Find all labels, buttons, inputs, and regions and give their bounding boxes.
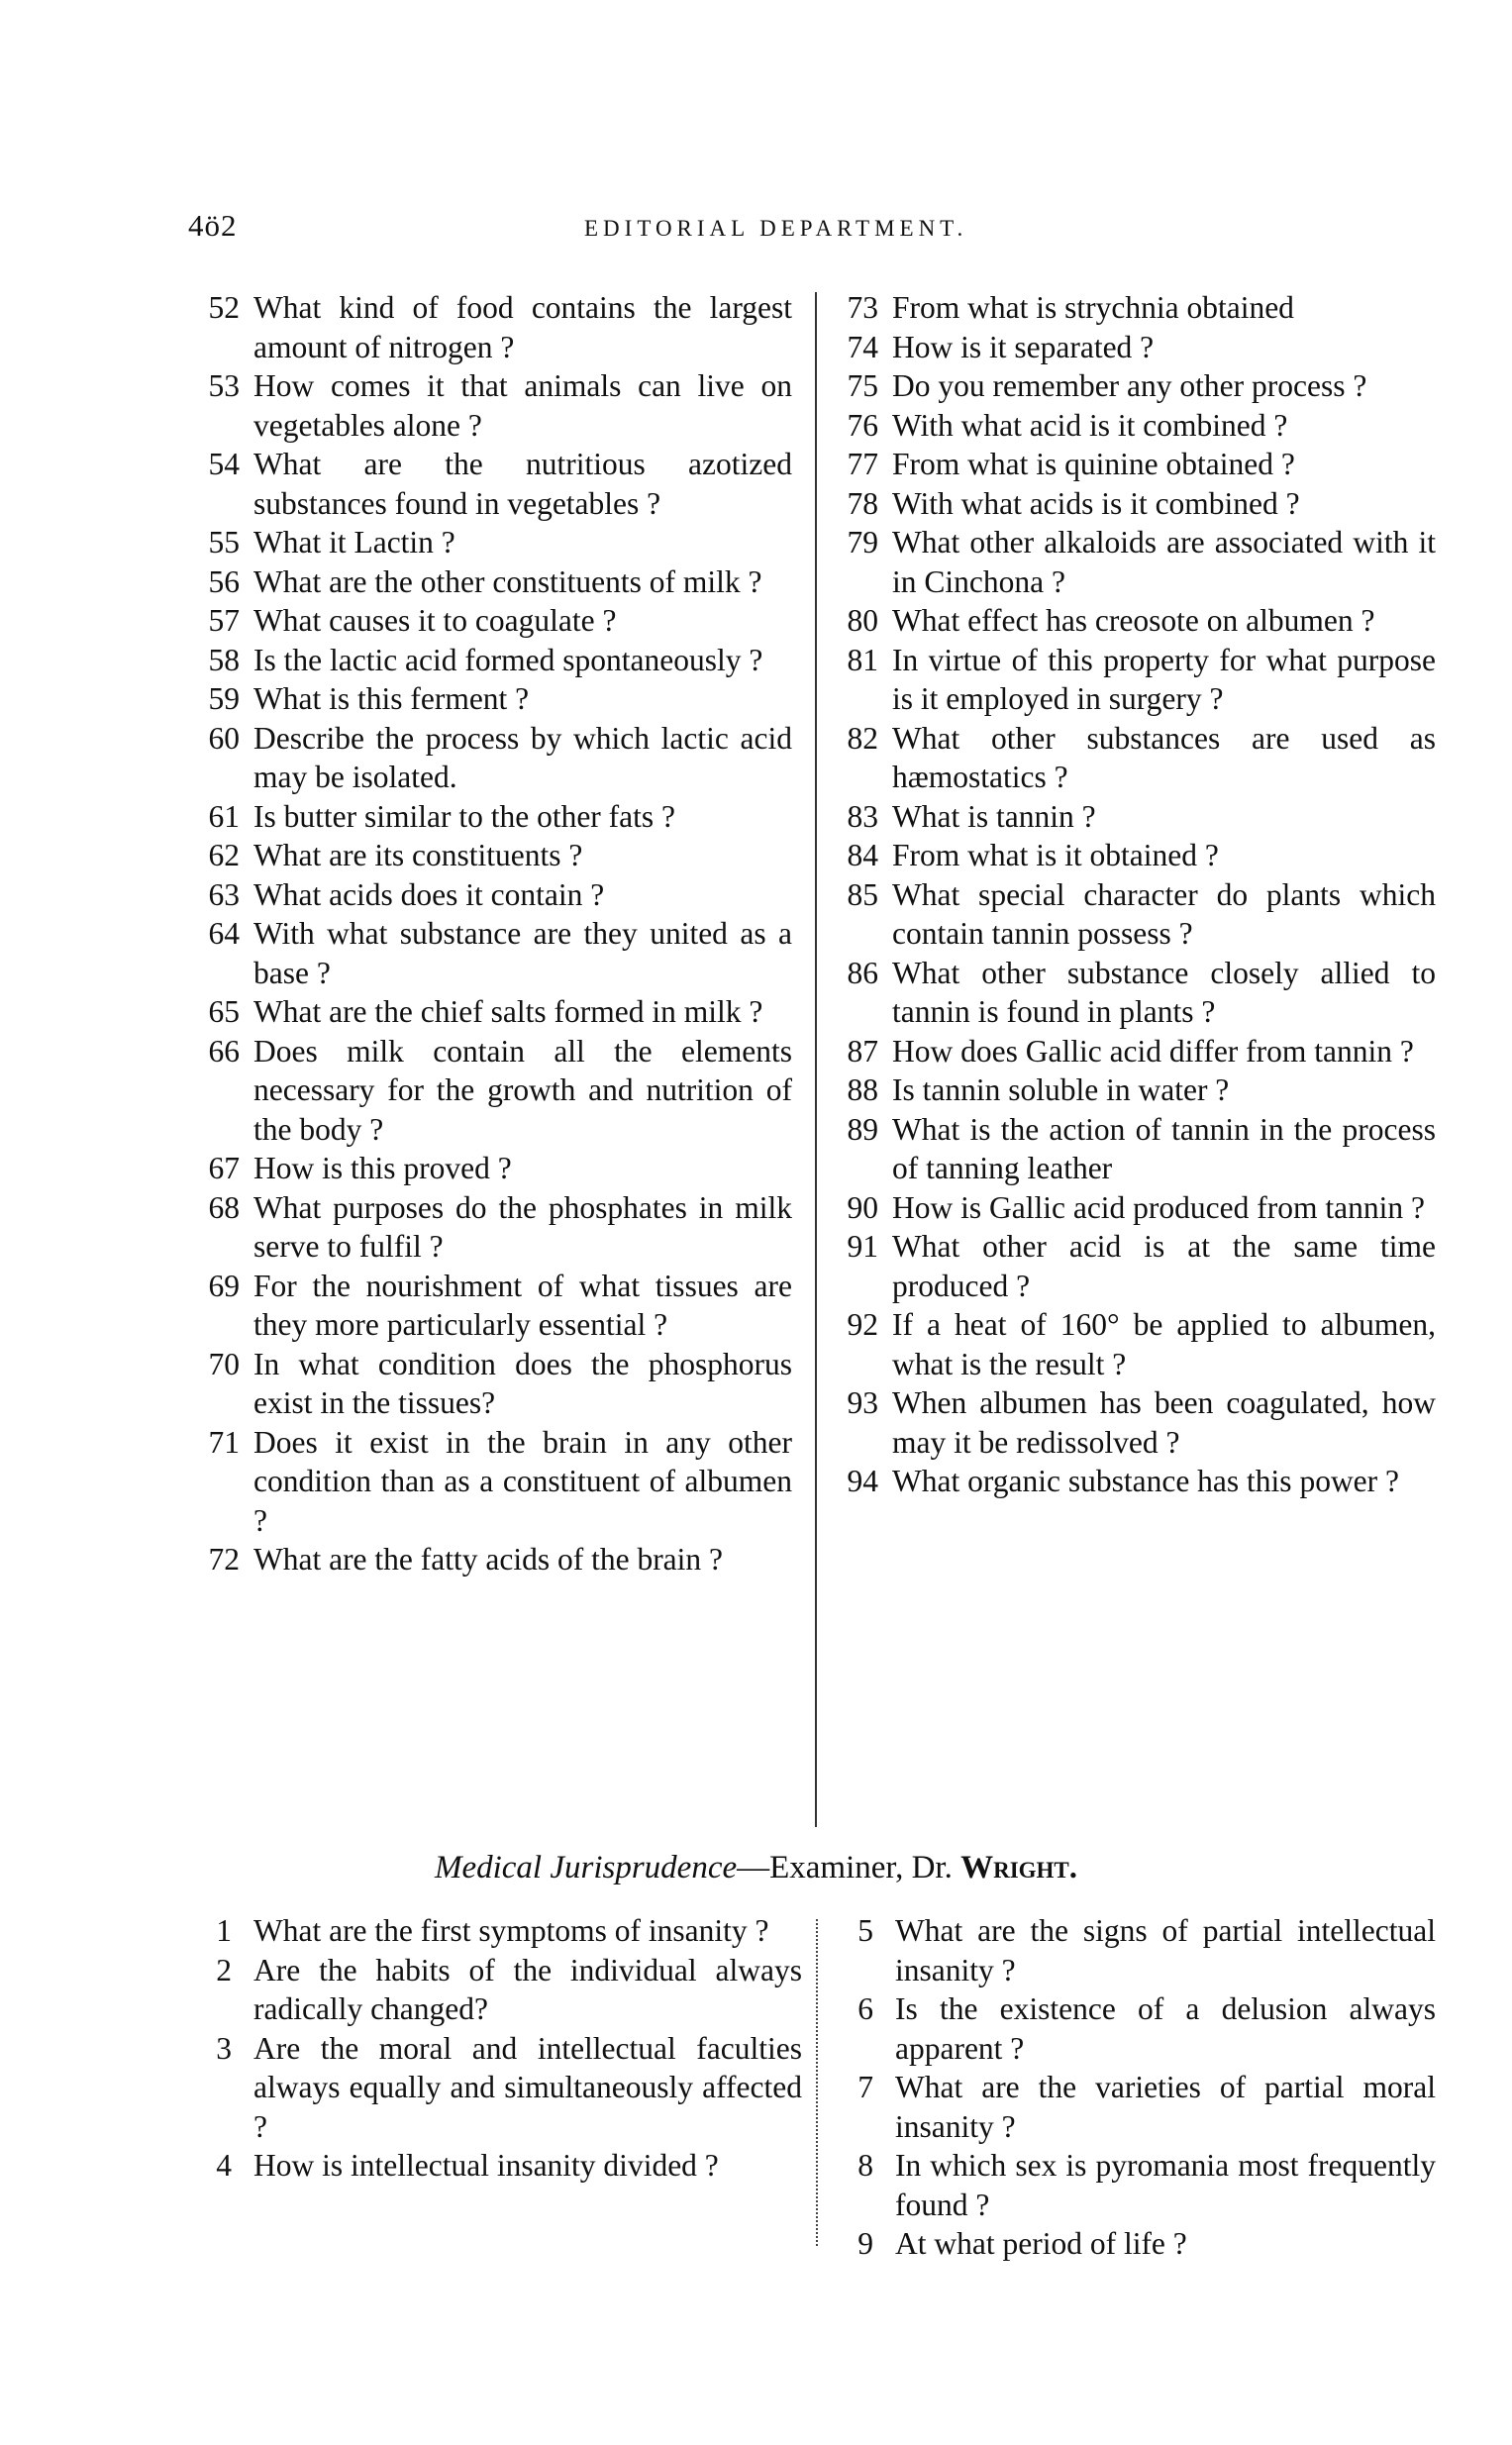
question-item [830,1989,1436,2068]
question-item [827,601,1436,641]
section-examiner-label: —Examiner, Dr. [737,1850,953,1885]
question-item [830,2146,1436,2224]
question-item [827,1070,1436,1110]
question-item [188,523,792,562]
question-item [188,1345,792,1423]
question-item [827,1383,1436,1462]
question-number: 93 [847,1385,878,1420]
question-item [188,562,792,602]
question-number: 5 [857,1913,873,1948]
question-number: 1 [216,1913,232,1948]
question-number: 6 [857,1991,873,2026]
question-number: 65 [208,994,240,1029]
question-text: What other substance closely allied to tannin is found in plants ? [892,955,1436,1029]
question-text: What are its constituents ? [253,838,583,872]
question-number: 71 [208,1424,240,1460]
question-text: For the nourishment of what tissues are they more particularly essential ? [253,1268,792,1342]
question-text: What is this ferment ? [253,681,530,716]
question-text: Are the habits of the individual always radically changed? [253,1952,802,2026]
question-text: What other acid is at the same time produced ? [892,1229,1436,1303]
question-number: 73 [847,290,878,325]
question-number: 7 [857,2070,873,2104]
question-text: At what period of life ? [895,2226,1187,2261]
question-number: 64 [208,916,240,951]
question-number: 2 [216,1952,232,1987]
question-item [188,2029,802,2147]
question-item [188,288,792,366]
question-item [827,366,1436,406]
question-text: What are the chief salts formed in milk ? [253,994,763,1029]
question-number: 53 [208,368,240,403]
question-text: With what acid is it combined ? [892,407,1288,443]
question-item [188,1267,792,1345]
question-number: 3 [216,2030,232,2066]
question-text: What are the first symptoms of insanity ? [253,1913,769,1948]
question-item [188,601,792,641]
question-item [188,914,792,992]
question-text: What it Lactin ? [253,525,455,560]
page-number: 4ö2 [188,208,238,243]
question-item [827,288,1436,328]
question-text: How is Gallic acid produced from tannin ? [892,1189,1425,1225]
question-item [827,1462,1436,1501]
question-text: What other alkaloids are associated with it in Cinchona ? [892,525,1436,599]
column-divider [815,292,817,1827]
question-number: 69 [208,1268,240,1303]
question-number: 77 [847,447,878,481]
question-text: What are the fatty acids of the brain ? [253,1542,724,1577]
question-number: 55 [208,525,240,560]
question-text: How is it separated ? [892,329,1155,364]
question-item [830,2224,1436,2264]
question-item [188,1911,802,1951]
question-item [188,2146,802,2186]
question-text: In virtue of this property for what purpose is it employed in surgery ? [892,642,1436,716]
question-number: 76 [847,407,878,443]
question-item [188,1540,792,1579]
question-item [827,523,1436,601]
question-number: 9 [857,2226,873,2261]
question-item [188,1149,792,1188]
question-number: 62 [208,838,240,872]
question-text: What is tannin ? [892,798,1096,834]
question-text: What kind of food contains the largest amount of nitrogen ? [253,290,792,364]
question-text: How does Gallic acid differ from tannin ? [892,1033,1414,1069]
question-item [188,1032,792,1150]
question-number: 74 [847,329,878,364]
question-number: 83 [847,798,878,834]
question-text: Is the lactic acid formed spontaneously ? [253,642,763,677]
question-item [827,836,1436,875]
question-item [827,1227,1436,1305]
question-text: If a heat of 160° be applied to albumen, what is the result ? [892,1307,1436,1381]
question-text: In what condition does the phosphorus exist in the tissues? [253,1346,792,1420]
running-header: EDITORIAL DEPARTMENT. [584,216,968,241]
question-number: 4 [216,2148,232,2183]
question-number: 87 [847,1033,878,1069]
question-number: 61 [208,798,240,834]
question-text: What are the signs of partial intellectual insanity ? [895,1913,1436,1987]
jurisprudence-left-column [188,1911,802,2186]
question-text: What causes it to coagulate ? [253,603,617,638]
question-text: How is this proved ? [253,1151,512,1185]
question-item [827,641,1436,719]
question-item [827,406,1436,446]
question-number: 57 [208,603,240,638]
jurisprudence-right-column [830,1911,1436,2264]
question-item [827,719,1436,797]
question-text: Do you remember any other process ? [892,368,1367,403]
question-text: From what is strychnia obtained [892,290,1294,325]
questions-left-column [188,288,792,1579]
question-text: What are the other constituents of milk ? [253,563,762,599]
question-text: Is tannin soluble in water ? [892,1072,1230,1107]
question-item [188,679,792,719]
section-subject: Medical Jurisprudence [434,1850,738,1885]
question-text: Describe the process by which lactic acid may be isolated. [253,720,792,794]
question-number: 60 [208,720,240,756]
question-item [188,366,792,445]
question-number: 68 [208,1189,240,1225]
question-item [188,875,792,915]
question-text: Does it exist in the brain in any other condition than as a constituent of albumen ? [253,1424,792,1538]
question-number: 78 [847,485,878,521]
question-text: Is butter similar to the other fats ? [253,798,676,834]
question-number: 54 [208,447,240,481]
question-number: 84 [847,838,878,872]
question-text: What special character do plants which contain tannin possess ? [892,876,1436,951]
question-number: 91 [847,1229,878,1264]
question-item [827,328,1436,367]
question-item [188,719,792,797]
question-number: 82 [847,720,878,756]
questions-right-column [827,288,1436,1501]
question-text: How comes it that animals can live on vegetables alone ? [253,368,792,443]
question-text: What effect has creosote on albumen ? [892,603,1375,638]
question-number: 89 [847,1111,878,1147]
section-examiner-name: Wright. [960,1850,1078,1885]
question-item [827,484,1436,524]
question-number: 58 [208,642,240,677]
question-text: When albumen has been coagulated, how may it be redissolved ? [892,1385,1436,1460]
question-text: With what acids is it combined ? [892,485,1300,521]
question-text: With what substance are they united as a base ? [253,916,792,990]
section-heading [0,1850,1512,1886]
question-number: 86 [847,955,878,990]
question-number: 90 [847,1189,878,1225]
question-number: 75 [847,368,878,403]
question-item [188,1188,792,1267]
question-number: 81 [847,642,878,677]
question-item [188,797,792,837]
question-number: 8 [857,2148,873,2183]
question-text: From what is quinine obtained ? [892,447,1295,481]
question-item [827,954,1436,1032]
question-number: 79 [847,525,878,560]
question-item [188,836,792,875]
question-text: Is the existence of a delusion always apparent ? [895,1991,1436,2066]
question-number: 85 [847,876,878,912]
question-number: 80 [847,603,878,638]
question-text: What are the varieties of partial moral insanity ? [895,2070,1436,2144]
question-item [188,1951,802,2029]
question-item [827,797,1436,837]
question-number: 66 [208,1033,240,1069]
question-number: 59 [208,681,240,716]
question-item [830,2068,1436,2146]
question-text: What other substances are used as hæmostatics ? [892,720,1436,794]
question-text: What purposes do the phosphates in milk serve to fulfil ? [253,1189,792,1264]
question-item [188,641,792,680]
question-text: How is intellectual insanity divided ? [253,2148,719,2183]
question-text: What acids does it contain ? [253,876,605,912]
question-number: 52 [208,290,240,325]
question-item [827,1032,1436,1071]
question-item [188,992,792,1032]
question-number: 56 [208,563,240,599]
question-item [827,445,1436,484]
question-text: What organic substance has this power ? [892,1464,1400,1498]
question-item [827,1305,1436,1383]
question-item [830,1911,1436,1989]
question-text: Are the moral and intellectual faculties always equally and simultaneously affected ? [253,2030,802,2144]
question-text: Does milk contain all the elements necessary for the growth and nutrition of the body ? [253,1033,792,1147]
question-text: What is the action of tannin in the process of tanning leather [892,1111,1436,1185]
question-number: 88 [847,1072,878,1107]
question-item [827,875,1436,954]
question-item [188,1423,792,1541]
question-text: From what is it obtained ? [892,838,1219,872]
question-text: What are the nutritious azotized substances found in vegetables ? [253,447,792,521]
question-text: In which sex is pyromania most frequently found ? [895,2148,1436,2222]
question-item [827,1110,1436,1188]
question-number: 63 [208,876,240,912]
question-item [188,445,792,523]
section-column-divider [816,1919,818,2246]
question-number: 67 [208,1151,240,1185]
question-number: 72 [208,1542,240,1577]
question-item [827,1188,1436,1228]
question-number: 92 [847,1307,878,1342]
question-number: 94 [847,1464,878,1498]
question-number: 70 [208,1346,240,1381]
